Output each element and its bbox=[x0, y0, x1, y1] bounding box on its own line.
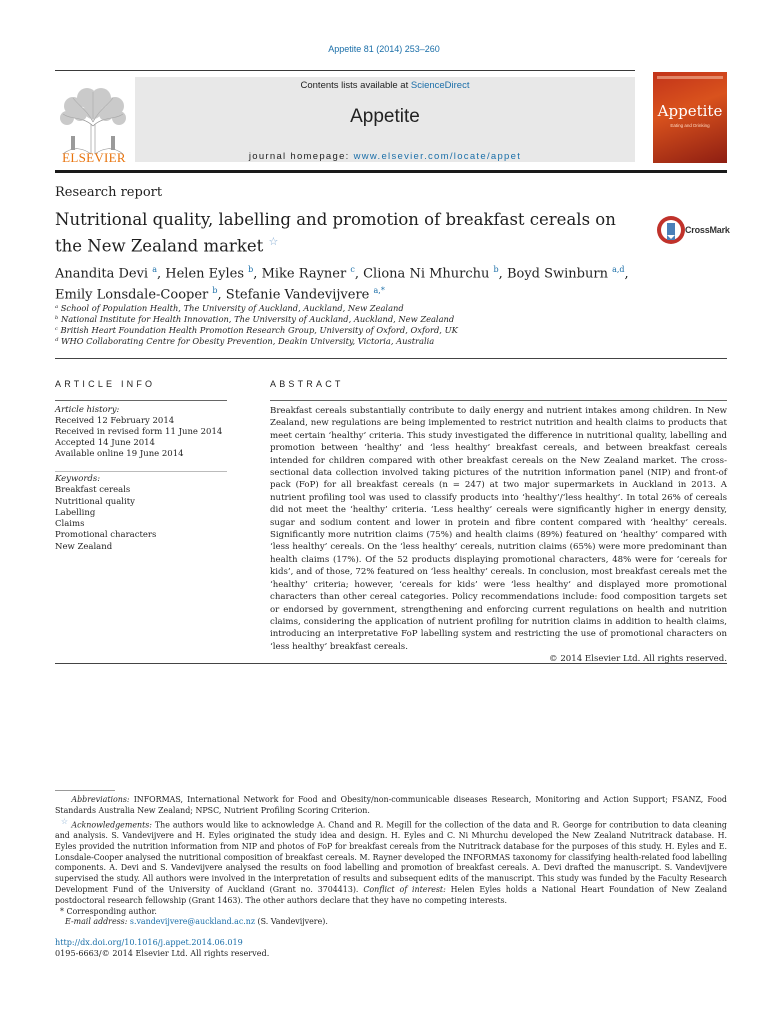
history-label: Article history: bbox=[55, 405, 120, 415]
keywords-rule bbox=[55, 471, 227, 472]
journal-cover-image bbox=[653, 72, 727, 163]
author-affil-sup[interactable]: a,d bbox=[612, 265, 625, 274]
footnote-acknowledgements bbox=[55, 817, 727, 907]
header-thick-rule bbox=[55, 170, 727, 173]
ack-text: The authors would like to acknowledge A. Chand and R. Megill for the collection of the data and R. George for contribution to data cleaning and analysis. S. Vandevijvere and H. Eyles originated the study idea and design. H. Eyles and C. Ni Mhurchu developed the New Zealand Nutritrack database. H. Eyles provided the nutrition information from NIP and photos of FoP for breakfast cereals from the Nutritrack database for the purposes of this study. H. Eyles and E. Lonsdale-Cooper analysed the nutritional composition of breakfast cereals. M. Rayner developed the INFORMAS taxonomy for classifying health-related food labelling components. A. Devi and S. Vandevijvere analysed the results on food labelling and promotion of breakfast cereals. A. Devi drafted the manuscript. S. Vandevijvere supervised the study. All authors were involved in the interpretation of results and subsequent edits of the manuscript. This study was funded by the Faculty Research Development Fund of the University of Auckland (Grant no. 3704413). bbox=[55, 820, 727, 894]
author-affil-sup[interactable]: a,* bbox=[373, 286, 385, 296]
keywords-label: Keywords: bbox=[55, 474, 101, 484]
author-name[interactable]: Cliona Ni Mhurchu bbox=[363, 266, 490, 282]
keyword-item: Breakfast cereals bbox=[55, 485, 131, 496]
corr-mark: * bbox=[60, 906, 64, 916]
abstract-bottom-rule bbox=[55, 663, 727, 664]
journal-title: Appetite bbox=[350, 106, 420, 127]
history-item: Received in revised form 11 June 2014 bbox=[55, 427, 223, 437]
email-label: E-mail address: bbox=[65, 917, 128, 927]
homepage-prefix: journal homepage: bbox=[248, 151, 354, 162]
affiliations bbox=[55, 303, 655, 347]
footnote-abbreviations bbox=[55, 795, 727, 817]
contents-line bbox=[135, 80, 635, 91]
author-name[interactable]: Boyd Swinburn bbox=[506, 266, 608, 282]
journal-citation[interactable]: Appetite 81 (2014) 253–260 bbox=[328, 44, 440, 54]
author-affil-sup[interactable]: c bbox=[350, 265, 355, 274]
abstract-copyright: © 2014 Elsevier Ltd. All rights reserved. bbox=[549, 654, 727, 665]
article-type: Research report bbox=[55, 185, 163, 200]
crossmark-button[interactable] bbox=[655, 214, 729, 246]
ack-label: Acknowledgements: bbox=[71, 820, 152, 830]
abstract-body bbox=[270, 405, 727, 666]
history-item: Received 12 February 2014 bbox=[55, 416, 175, 426]
history-item: Accepted 14 June 2014 bbox=[55, 438, 155, 448]
author-name[interactable]: Emily Lonsdale-Cooper bbox=[55, 287, 209, 303]
homepage-link[interactable]: www.elsevier.com/locate/appet bbox=[353, 151, 522, 162]
author-affil-sup[interactable]: b bbox=[212, 286, 218, 296]
keywords bbox=[55, 474, 255, 553]
affiliation-item: ᶜ British Heart Foundation Health Promotion Research Group, University of Oxford, Oxford, UK bbox=[55, 325, 458, 335]
publisher-name: ELSEVIER bbox=[62, 150, 126, 165]
affiliation-item: ᵇ National Institute for Health Innovation, The University of Auckland, Auckland, New Zealand bbox=[55, 314, 455, 324]
crossmark-icon bbox=[655, 214, 687, 246]
author-affil-sup[interactable]: a bbox=[152, 265, 158, 274]
cover-subtitle: Eating and Drinking bbox=[670, 123, 710, 128]
paper-title bbox=[55, 209, 645, 258]
doi-link[interactable]: http://dx.doi.org/10.1016/j.appet.2014.06.019 bbox=[55, 937, 243, 947]
keyword-item: New Zealand bbox=[55, 541, 113, 552]
abbrev-text: INFORMAS, International Network for Food and Obesity/non-communicable diseases Research, Monitoring and Action Support; FSANZ, Food Standards Australia New Zealand; NPSC, Nutrient Profiling Scoring Criterion. bbox=[55, 795, 727, 815]
author-affil-sup[interactable]: b bbox=[248, 265, 254, 274]
sciencedirect-link[interactable]: ScienceDirect bbox=[410, 80, 470, 91]
footnote-email bbox=[55, 917, 727, 928]
email-link[interactable]: s.vandevijvere@auckland.ac.nz bbox=[129, 917, 256, 927]
corr-text: Corresponding author. bbox=[66, 906, 157, 916]
ack-star-icon: ☆ bbox=[60, 816, 69, 826]
issn-line: 0195-6663/© 2014 Elsevier Ltd. All rights reserved. bbox=[55, 948, 270, 958]
paper-title-text: Nutritional quality, labelling and promotion of breakfast cereals on the New Zealand market bbox=[55, 210, 616, 256]
article-identifiers bbox=[55, 937, 727, 959]
journal-homepage bbox=[135, 151, 635, 162]
footnotes bbox=[55, 795, 727, 928]
author-name[interactable]: Mike Rayner bbox=[261, 266, 347, 282]
article-info-heading: ARTICLE INFO bbox=[55, 379, 156, 389]
email-suffix: (S. Vandevijvere). bbox=[257, 917, 328, 927]
keyword-item: Claims bbox=[55, 519, 85, 530]
abbrev-label: Abbreviations: bbox=[71, 795, 130, 804]
author-name[interactable]: Helen Eyles bbox=[165, 266, 245, 282]
header-rule bbox=[55, 70, 635, 71]
contents-prefix: Contents lists available at bbox=[300, 80, 411, 91]
author-name[interactable]: Anandita Devi bbox=[55, 266, 149, 282]
coi-label: Conflict of interest: bbox=[363, 885, 446, 894]
keyword-item: Labelling bbox=[55, 507, 96, 518]
crossmark-label: CrossMark bbox=[685, 225, 730, 235]
abstract-rule bbox=[270, 400, 727, 401]
title-footnote-star-icon[interactable]: ☆ bbox=[268, 235, 279, 248]
affiliation-item: ᵃ School of Population Health, The University of Auckland, Auckland, New Zealand bbox=[55, 303, 404, 313]
article-history bbox=[55, 405, 255, 460]
history-item: Available online 19 June 2014 bbox=[55, 449, 184, 459]
cover-top-band bbox=[657, 76, 723, 79]
author-list: Anandita Devi $^a$, Helen Eyles $^b$, Mike Rayner $^c$, Cliona Ni Mhurchu $^b$, Boyd Swinburn $^{a,d}$, Emily Lonsdale-Cooper $^b$, Stefanie Vandevijvere $^{a,*}$ bbox=[55, 265, 629, 303]
affiliation-rule bbox=[55, 358, 727, 359]
coi-text: Helen Eyles holds a National Heart Foundation of New Zealand postdoctoral research fellowship (Grant 1463). The other authors declare that they have no competing interests. bbox=[55, 885, 728, 905]
keyword-item: Nutritional quality bbox=[55, 496, 135, 507]
affiliation-item: ᵈ WHO Collaborating Centre for Obesity Prevention, Deakin University, Victoria, Australia bbox=[55, 336, 435, 346]
author-affil-sup[interactable]: b bbox=[493, 265, 499, 274]
footnote-rule bbox=[55, 790, 115, 791]
abstract-text: Breakfast cereals substantially contribute to daily energy and nutrient intakes among children. In New Zealand, new regulations are being implemented to restrict nutrition and health claims to products that meet certain ‘healthy’ criteria. This study investigated the difference in nutritional quality, labelling and promotion between ‘healthy’ and ‘less healthy’ breakfast cereals, and between breakfast cereals intended for children compared with other breakfast cereals on the New Zealand market. The cross-sectional data collection involved taking pictures of the nutrition information panel (NIP) and front-of pack (FoP) for all breakfast cereals (n = 247) at two major supermarkets in Auckland in 2013. A nutrient profiling tool was used to classify products into ‘healthy’/‘less healthy’. In total 26% of cereals did not meet the ‘healthy’ criteria. ‘Less healthy’ cereals were significantly higher in energy density, sugar and sodium content and lower in protein and fibre content compared with ‘healthy’ cereals. Significantly more nutrition claims (75%) and health claims (89%) featured on ‘healthy’ compared with ‘less healthy’ cereals. On the ‘less healthy’ cereals, nutrition claims (65%) were more predominant than health claims (17%). Of the 52 products displaying promotional characters, 48% were for ‘cereals for kids’, and of those, 72% featured on ‘less healthy’ cereals. In conclusion, most breakfast cereals met the ‘healthy’ criteria; however, ‘cereals for kids’ were ‘less healthy’ and displayed more promotional characters than other cereal categories. Policy recommendations include: food composition targets set or endorsed by government, strengthening and enforcing current regulations on health and nutrition claims, considering the application of nutrient profiling for nutrition claims in addition to health claims, introducing an interpretative FoP labelling system and restricting the use of promotional characters on ‘less healthy’ breakfast cereals. bbox=[270, 406, 727, 652]
abstract-heading: ABSTRACT bbox=[270, 379, 344, 389]
footnote-corresponding bbox=[55, 907, 727, 918]
cover-title: Appetite bbox=[657, 102, 723, 120]
author-name[interactable]: Stefanie Vandevijvere bbox=[225, 287, 370, 303]
article-info-rule bbox=[55, 400, 227, 401]
keyword-item: Promotional characters bbox=[55, 530, 157, 541]
